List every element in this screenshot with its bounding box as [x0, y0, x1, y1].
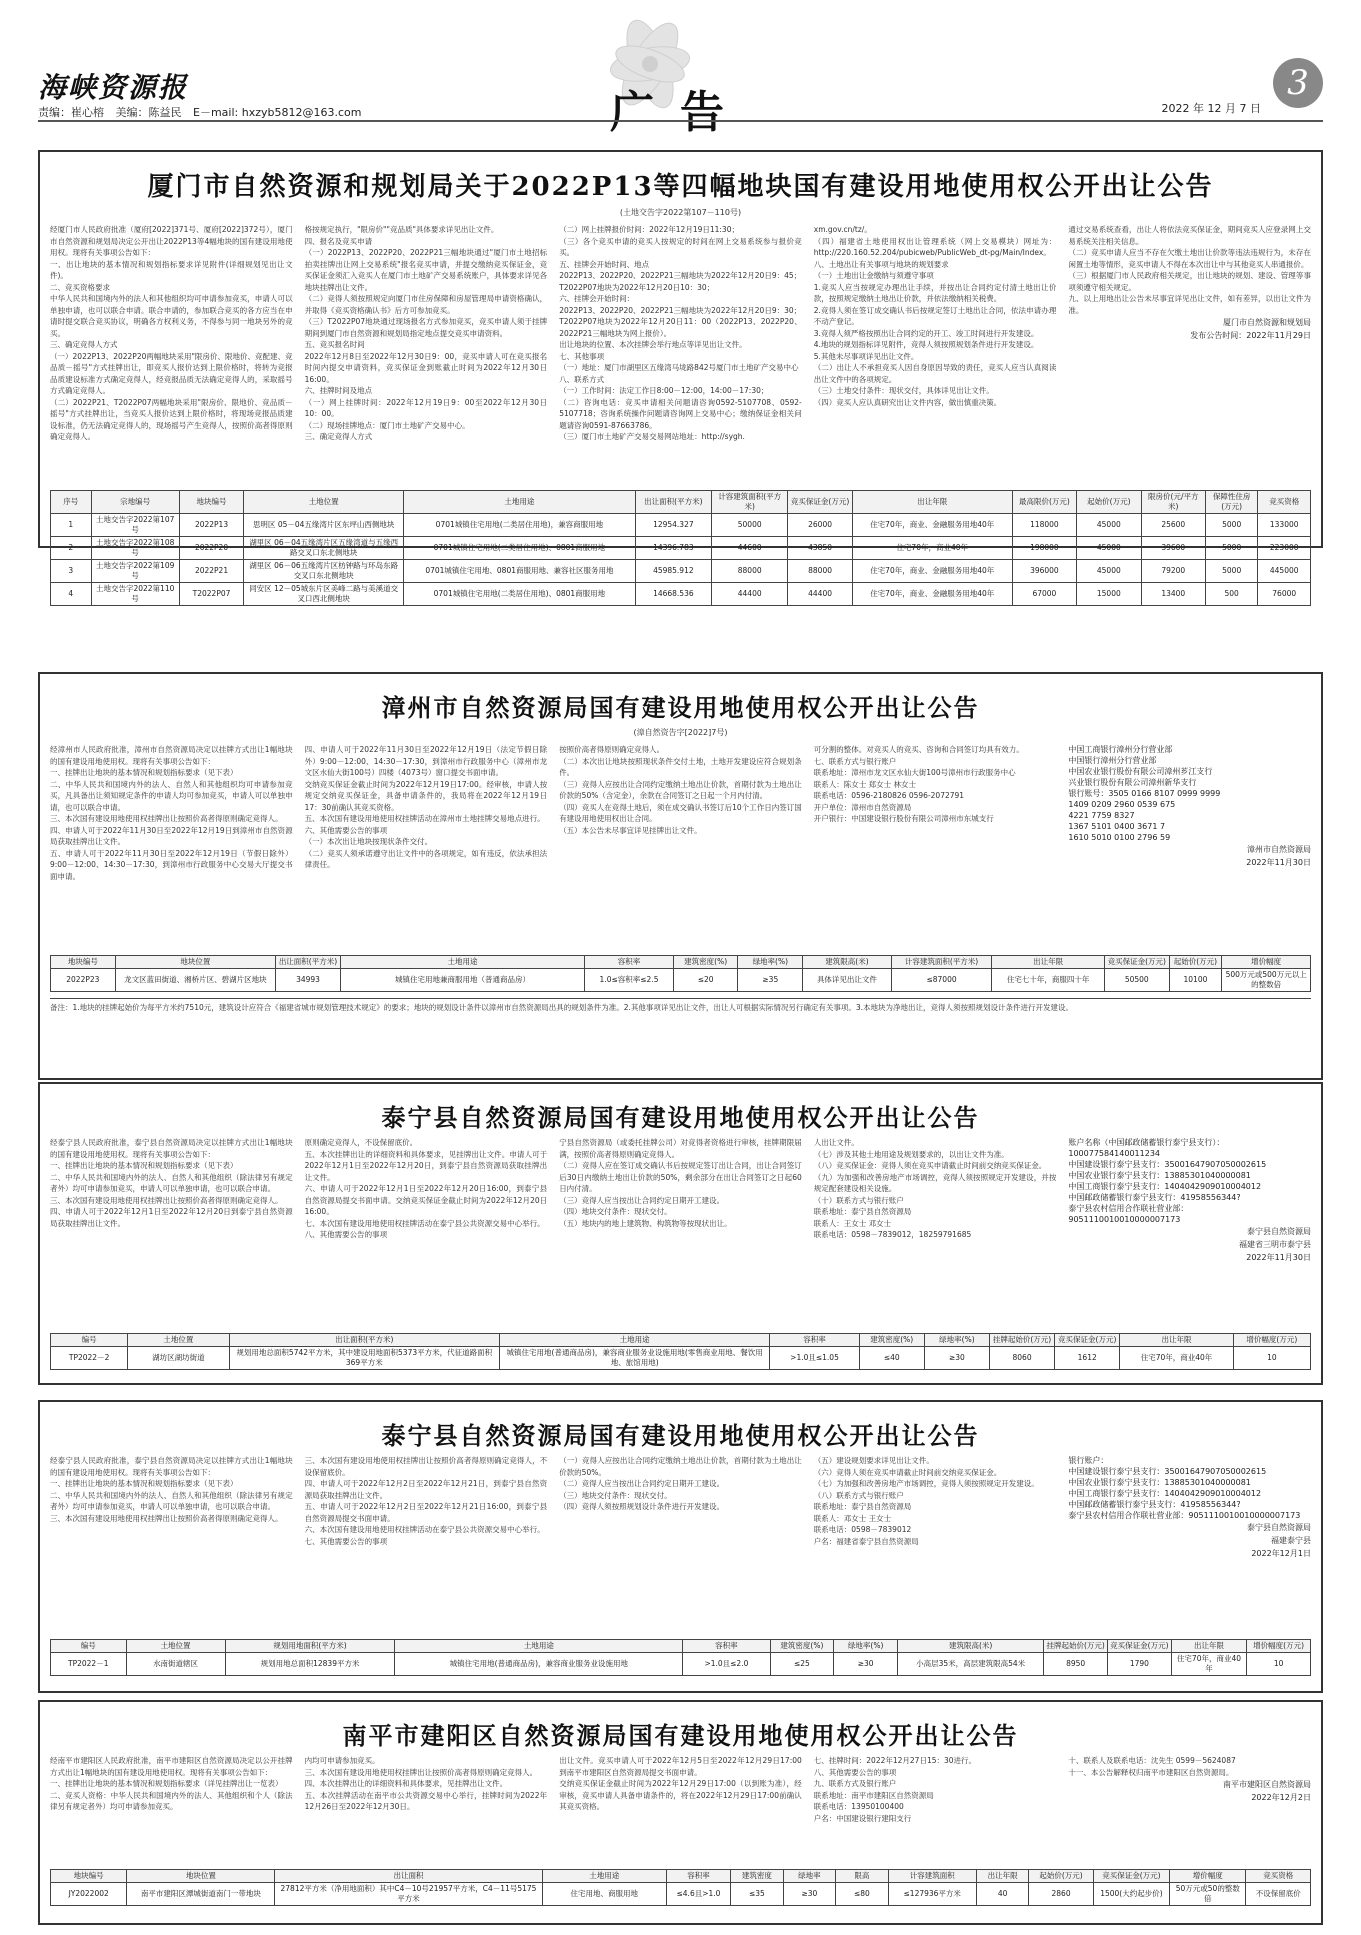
text-column: 经泰宁县人民政府批准，泰宁县自然资源局决定以挂牌方式出让1幅地块的国有建设用地使用权。现将有关事项公告如下： 一、挂牌出让地块的基本情况和规划指标要求（见下表） 二、中华人民共和国境内外的法人、自然人和其他组织（除法律另有规定者外）均可申请参加竞买，申请人可以单独申请，也可以联合申请。 三、本次国有建设用地使用权挂牌出让按照价高者得原则确定竞得人。 四、申请人可于2022年12月1日至2022年12月20日到泰宁县自然资源局获取挂牌出让文件。	[50, 1138, 293, 1228]
table-remarks: 备注：1.地块的挂牌起始价为每平方米约7510元，建筑设计应符合《福建省城市规划管理技术规定》的要求；地块的规划设计条件以漳州市自然资源局出具的规划条件为准。2.其他事项详见出让文件，出让人可根据实际情况另行确定有关事项。3.本地块为净地出让，竞得人须按照规划设计条件进行开发建设。	[50, 998, 1311, 1013]
text-column: 格按规定执行，"限房价""竞品质"具体要求详见出让文件。 四、报名及竞买申请 （一）2022P13、2022P20、2022P21三幅地块通过"厦门市土地招标拍卖挂牌出让网上交易系统"报名竞买申请，并提交缴纳竞买保证金，竞买保证金须汇入竞买人在厦门市土地矿产交易系统账户，具体要求详见各地块挂牌出让文件。 （二）竞得人须按照规定向厦门市住房保障和房屋管理局申请资格确认，并取得《竞买资格确认书》后方可参加竞买。 （三）T2022P07地块通过现场报名方式参加竞买，竞买申请人须于挂牌期间到厦门市自然资源和规划局指定地点提交竞买申请资料。 五、竞买报名时间 2022年12月8日至2022年12月30日9：00，竞买申请人可在竞买报名时间内提交申请资料，竞买保证金到账截止时间为2022年12月30日16:00。 六、挂牌时间及地点 （一）网上挂牌时间：2022年12月19日9：00至2022年12月30日10：00。 （二）现场挂牌地点：厦门市土地矿产交易中心。 三、确定竞得人方式	[304, 225, 548, 441]
notice-title: 南平市建阳区自然资源局国有建设用地使用权公开出让公告	[342, 1721, 1019, 1750]
notice-title: 泰宁县自然资源局国有建设用地使用权公开出让公告	[381, 1421, 980, 1450]
notice-body	[40, 744, 1321, 949]
text-column: 七、挂牌时间：2022年12月27日15：30进行。 八、其他需要公告的事项 九、联系方式及银行账户 联系地址：南平市建阳区自然资源局 联系电话：13950100400 户名：中国建设银行建阳支行	[813, 1756, 977, 1823]
issuer-signature: 泰宁县自然资源局	[1246, 1523, 1311, 1532]
text-column: 十、联系人及联系电话：沈先生 0599－5624087 十一、本公告解释权归南平市建阳区自然资源局。 南平市建阳区自然资源局 2022年12月2日	[1068, 1756, 1311, 1802]
text-column: 经泰宁县人民政府批准，泰宁县自然资源局决定以挂牌方式出让1幅地块的国有建设用地使用权。现将有关事项公告如下： 一、挂牌出让地块的基本情况和规划指标要求（见下表） 二、中华人民共和国境内外的法人、自然人和其他组织（除法律另有规定者外）均可申请参加竞买，申请人可以单独申请，也可以联合申请。 三、本次国有建设用地使用权挂牌出让按照价高者得原则确定竞得人。	[50, 1456, 293, 1523]
issue-date: 2022 年 12 月 7 日	[1161, 102, 1261, 115]
text-column: 可分割的整体。对竞买人的竞买、咨询和合同签订均具有效力。 七、联系方式与银行账户 联系地址：漳州市龙文区水仙大街100号漳州市行政服务中心 联系人：陈女士 郑女士 林女士 联系电话：0596-2180826 0596-2072791 开户单位：漳州市自然资源局 开户银行：中国建设银行股份有限公司漳州市东城支行	[813, 745, 1024, 823]
text-column: 经漳州市人民政府批准，漳州市自然资源局决定以挂牌方式出让1幅地块的国有建设用地使用权。现将有关事项公告如下： 一、挂牌出让地块的基本情况和规划指标要求（见下表） 二、中华人民共和国境内外的法人、自然人和其他组织均可申请参加竞买，凡具备出让须知规定条件的申请人均可参加竞买，申请人可以单独申请，也可以联合申请。 三、本次国有建设用地使用权挂牌出让按照价高者得原则确定竞得人。 四、申请人可于2022年11月30日至2022年12月19日到漳州市自然资源局获取挂牌出让文件。 五、申请人可于2022年11月30日至2022年12月19日（节假日除外）9:00－12:00、14:30－17:30，到漳州市行政服务中心交易大厅提交书面申请。	[50, 745, 293, 881]
masthead	[0, 0, 1361, 138]
text-column: 出让文件。竞买申请人可于2022年12月5日至2022年12月29日17:00到南平市建阳区自然资源局提交书面申请。 交纳竞买保证金截止时间为2022年12月29日17:00（以到账为准），经审核，竞买申请人具备申请条件的，将在2022年12月29日17:00前确认其竞买资格。	[559, 1756, 802, 1811]
text-column: 宁县自然资源局（或委托挂牌公司）对竞得者资格进行审核，挂牌期限届满，按照价高者得原则确定竞得人。 （二）竞得人应在签订成交确认书后按规定签订出让合同，出让合同签订后30日内缴纳土地出让价款的50%，剩余部分在出让合同签订之日起60日内付清。 （三）竞得人应当按出让合同约定日期开工建设。 （四）地块交付条件：现状交付。 （五）地块内的地上建筑物、构筑物等按现状出让。	[559, 1138, 802, 1228]
text-column: （五）建设规划要求详见出让文件。 （六）竞得人须在竞买申请截止时间前交纳竞买保证金。 （七）为加强和改善房地产市场调控，竞得人须按照规定开发建设。 （八）联系方式与银行账户 联系地址：泰宁县自然资源局 联系人：邓女士 王女士 联系电话：0598－7839012 户名：福建省泰宁县自然资源局	[813, 1456, 1039, 1546]
notice-taining-1	[38, 1082, 1323, 1385]
issue-date: 发布公告时间：2022年11月29日	[1190, 331, 1311, 340]
notice-jianyang	[38, 1700, 1323, 1925]
parcel-table	[50, 955, 1311, 992]
parcel-table	[50, 1333, 1311, 1370]
bank-accounts: 银行账户： 中国建设银行泰宁县支行：35001647907050002615 中国农业银行泰宁县支行：13885301040000081 中国工商银行泰宁县支行：1404042909010004012 中国邮政储蓄银行泰宁县支行：41958556344? 泰宁县农村信用合作联社营业部：9051110010010000007173 泰宁县自然资源局 福建泰宁县 2022年12月1日	[1068, 1456, 1311, 1558]
text-column: （二）网上挂牌报价时间：2022年12月19日11:30； （三）各个竞买申请的竞买人按规定的时间在网上交易系统参与报价竞买。 五、挂牌会开始时间、地点 2022P13、2022P20、2022P21三幅地块为2022年12月20日9：45； T2022P07地块为2022年12月20日10：30； 六、挂牌会开始时间： 2022P13、2022P20、2022P21三幅地块为2022年12月20日9：30； T2022P07地块为2022年12月20日11：00（2022P13、2022P20、2022P21三幅地块为网上报价）。 出让地块的位置、本次挂牌会举行地点等详见出让文件。 七、其他事项 （一）地址：厦门市湖里区五缘湾马垅路842号厦门市土地矿产交易中心 八、联系方式 （一）工作时间：法定工作日8:00－12:00，14:00－17:30； （二）咨询电话：竞买申请相关问题请咨询0592-5107708、0592-5107718；咨询系统操作问题请咨询网上交易中心；缴纳保证金相关问题请咨询0591-87663786。 （三）厦门市土地矿产交易交易网站地址：http://sygh.	[559, 225, 802, 441]
table-row: TP2022－2 湖坊区湖坊街道 规划用地总面积5742平方米，其中建设用地面积5373平方米，代征道路面积369平方米 城镇住宅用地(普通商品房)，兼容商业服务业设施用地(零售商业用地、餐饮用地、旅馆用地) >1.0且≤1.05 ≤40 ≥30 8060 1612 住宅70年，商业40年 10	[51, 1347, 1311, 1370]
issuer-location: 福建泰宁县	[1270, 1536, 1311, 1545]
notice-title: 漳州市自然资源局国有建设用地使用权公开出让公告	[381, 693, 980, 722]
text-column: 人出让文件。 （七）涉及其他土地用途及规划要求的，以出让文件为准。 （八）竞买保证金：竞得人须在竞买申请截止时间前交纳竞买保证金。 （九）为加强和改善房地产市场调控，竞得人须按照规定开发建设，并按规定配套建设相关设施。 （十）联系方式与银行账户 联系地址：泰宁县自然资源局 联系人：王女士 邓女士 联系电话：0598－7839012，18259791685	[813, 1138, 1057, 1239]
text-column: 经南平市建阳区人民政府批准，南平市建阳区自然资源局决定以公开挂牌方式出让1幅地块的国有建设用地使用权。现将有关事项公告如下： 一、挂牌出让地块的基本情况和规划指标要求（详见挂牌出让一览表） 二、竞买人资格：中华人民共和国境内外的法人、其他组织和个人（除法律另有规定者外）均可申请参加竞买。	[50, 1756, 293, 1811]
table-row: 2 土地交告字2022第108号 2022P20 湖里区 06－04五缘湾片区五缘湾道与五缘西路交叉口东北侧地块 0701城镇住宅用地(二类居住用地)、0801商服用地 14396.783 44600 43850 住宅70年，商业40年 198000 45000 39600 5000 223000	[51, 537, 1311, 560]
issue-date: 2022年12月1日	[1251, 1549, 1311, 1558]
text-column: （一）竞得人应按出让合同约定缴纳土地出让价款，首期付款为土地出让价款的50%。 （二）竞得人应当按出让合同约定日期开工建设。 （三）地块交付条件：现状交付。 （四）竞得人须按照规划设计条件进行开发建设。	[559, 1456, 802, 1511]
table-row: 3 土地交告字2022第109号 2022P21 湖里区 06－06五缘湾片区枋钟路与环岛东路交叉口东北侧地块 0701城镇住宅用地、0801商服用地、兼容社区服务用地 45985.912 88000 88000 住宅70年，商业、金融服务用地40年 396000 45000 79200 5000 445000	[51, 560, 1311, 583]
notice-body	[40, 1455, 1321, 1633]
text-column: 三、本次国有建设用地使用权挂牌出让按照价高者得原则确定竞得人，不设保留底价。 四、申请人可于2022年12月2日至2022年12月21日，到泰宁县自然资源局获取挂牌出让文件。 五、申请人可于2022年12月2日至2022年12月21日16:00，到泰宁县自然资源局提交书面申请。 六、本次国有建设用地使用权挂牌活动在泰宁县公共资源交易中心举行。 七、其他需要公告的事项	[304, 1456, 548, 1546]
notice-xiamen	[38, 150, 1323, 603]
parcel-table	[50, 1639, 1311, 1676]
table-row: 1 土地交告字2022第107号 2022P13 思明区 05－04五缘湾片区东坪山西侧地块 0701城镇住宅用地(二类居住用地)，兼容商服用地 12954.327 50000 26000 住宅70年，商业、金融服务用地40年 118000 45000 25600 5000 133000	[51, 514, 1311, 537]
text-column: 四、申请人可于2022年11月30日至2022年12月19日（法定节假日除外）9:00－12:00、14:30－17:30，到漳州市行政服务中心（漳州市龙文区水仙大街100号）四楼（4073号）窗口提交书面申请。 交纳竞买保证金截止时间为2022年12月19日17:00。经审核，申请人按规定交纳竞买保证金，具备申请条件的，我局将在2022年12月19日17：30前确认其竞买资格。 五、本次国有建设用地使用权挂牌活动在漳州市土地挂牌交易地点进行。 六、其他需要公告的事项 （一）本次出让地块按现状条件交付。 （二）竞买人须承诺遵守出让文件中的各项规定，如有违反，依法承担法律责任。	[304, 745, 548, 869]
notice-subtitle: (漳自然资告字[2022]7号)	[633, 728, 728, 737]
issuer-signature: 漳州市自然资源局	[1246, 845, 1311, 854]
table-header-row: 序号 宗地编号 地块编号 土地位置 土地用途 出让面积(平方米) 计容建筑面积(平方米) 竞买保证金(万元) 出让年限 最高限价(万元) 起始价(万元) 限房价(元/平方米) 保障性住房(万元) 竞买资格	[51, 491, 1311, 514]
parcel-table	[50, 490, 1311, 606]
issue-date: 2022年11月30日	[1246, 858, 1311, 867]
designer-credit: 美编：陈益民	[115, 106, 182, 119]
text-column: 按照价高者得原则确定竞得人。 （二）本次出让地块按照现状条件交付土地，土地开发建设应符合规划条件。 （三）竞得人应按出让合同约定缴纳土地出让价款，首期付款为土地出让价款的50%（含定金），余款在合同签订之日起一个月内付清。 （四）竞买人在竞得土地后，须在成交确认书签订后10个工作日内签订国有建设用地使用权出让合同。 （五）本公告未尽事宜详见挂牌出让文件。	[559, 745, 802, 835]
table-header-row: 地块编号 地块位置 出让面积 土地用途 容积率 建筑密度 绿地率 限高 计容建筑面积 出让年限 起始价(万元) 竞买保证金(万元) 增价幅度 竞买资格	[51, 1870, 1311, 1883]
text-column: 原则确定竞得人，不设保留底价。 五、本次挂牌出让的详细资料和具体要求，见挂牌出让文件。申请人可于2022年12月1日至2022年12月20日，到泰宁县自然资源局获取挂牌出让文件。 六、申请人可于2022年12月1日至2022年12月20日16:00，到泰宁县自然资源局提交书面申请。交纳竞买保证金截止时间为2022年12月20日16:00。 七、本次国有建设用地使用权挂牌活动在泰宁县公共资源交易中心举行。 八、其他需要公告的事项	[304, 1138, 548, 1239]
notice-title: 泰宁县自然资源局国有建设用地使用权公开出让公告	[381, 1103, 980, 1132]
notice-body	[40, 224, 1321, 484]
table-header-row: 地块编号 地块位置 出让面积(平方米) 土地用途 容积率 建筑密度(%) 绿地率(%) 建筑限高(米) 计容建筑面积(平方米) 出让年限 竞买保证金(万元) 起始价(万元) 增价幅度	[51, 956, 1311, 969]
table-row: 2022P23 龙文区蓝田街道、湘桥片区、碧湖片区地块 34993 城镇住宅用地兼商服用地（普通商品房） 1.0≤容积率≤2.5 ≤20 ≥35 具体详见出让文件 ≤87000 住宅七十年，商服四十年 50500 10100 500万元或500万元以上的整数倍	[51, 969, 1311, 992]
notice-taining-2	[38, 1400, 1323, 1693]
notice-body	[40, 1755, 1321, 1863]
bank-accounts: 中国工商银行漳州分行营业部 中国银行漳州分行营业部 中国农业银行股份有限公司漳州芗江支行 兴业银行股份有限公司漳州新华支行 银行账号：3505 0166 8107 0999 9999 1409 0209 2960 0539 675 4221 7759 8327 1367 5101 0400 3671 7 1610 5010 0100 2796 59 漳州市自然资源局 2022年11月30日	[1068, 745, 1311, 867]
text-column: 内均可申请参加竞买。 三、本次国有建设用地使用权挂牌出让按照价高者得原则确定竞得人。 四、本次挂牌出让的详细资料和具体要求，见挂牌出让文件。 五、本次挂牌活动在南平市公共资源交易中心举行，挂牌时间为2022年12月26日至2022年12月30日。	[304, 1756, 548, 1811]
table-row: 4 土地交告字2022第110号 T2022P07 同安区 12－05城东片区美峰二路与美溪道交叉口西北侧地块 0701城镇住宅用地(二类居住用地)、0801商服用地 14668.536 44400 44400 住宅70年，商业、金融服务用地40年 67000 15000 13400 500 76000	[51, 583, 1311, 606]
section-title: 广告	[610, 87, 750, 138]
table-header-row: 编号 土地位置 规划用地面积(平方米) 土地用途 容积率 建筑密度(%) 绿地率(%) 建筑限高(米) 挂牌起始价(万元) 竞买保证金(万元) 出让年限 增价幅度(万元)	[51, 1640, 1311, 1653]
text-column: 经厦门市人民政府批准（厦府[2022]371号、厦府[2022]372号），厦门市自然资源和规划局决定公开出让2022P13等4幅地块的国有建设用地使用权。现将有关事项公告如下： 一、出让地块的基本情况和规划指标要求详见附件(详细规划见出让文件)。 二、竞买资格要求 中华人民共和国境内外的法人和其他组织均可申请参加竞买，申请人可以单独申请，也可以联合申请。联合申请的，参加联合竞买的各方应当在申请时提交联合竞买协议，明确各方权利义务，不得参与同一地块另外的竞买。 三、确定竞得人方式 （一）2022P13、2022P20两幅地块采用"限房价、限地价、竞配建、竞品质－摇号"方式挂牌出让，即竞买人报价达到上限价格时，将转为竞报品质建设标准方式确定竞得人，经竞报品质无法确定竞得人的，采取摇号方式确定竞得人。 （二）2022P21、T2022P07两幅地块采用"限房价、限地价、竞品质－摇号"方式挂牌出让，当竞买人报价达到上限价格时，将现场竞报品质建设标准，仍无法确定竞得人的，现场摇号产生竞得人，按照价高者得原则确定竞得人。	[50, 225, 293, 441]
issuer-location: 福建省三明市泰宁县	[1238, 1240, 1311, 1249]
issuer-signature: 南平市建阳区自然资源局	[1222, 1780, 1311, 1789]
notice-body	[40, 1137, 1321, 1327]
masthead-info	[38, 104, 369, 120]
table-row: TP2022－1 水南街道辖区 规划用地总面积12839平方米 城镇住宅用地(普通商品房)，兼容商业服务业设施用地 >1.0且≤2.0 ≤25 ≥30 小高层35米，高层建筑限高54米 8950 1790 住宅70年，商业40年 10	[51, 1653, 1311, 1676]
notice-subtitle: (土地交告字2022第107－110号)	[619, 208, 742, 217]
table-row: JY2022002 南平市建阳区潭城街道南门一带地块 27812平方米（净用地面积）其中C4－10号21957平方米，C4－11号5175平方米 住宅用地、商服用地 ≤4.6且>1.0 ≤35 ≥30 ≤80 ≤127936平方米 40 2860 1500(大约起步价) 50万元或50的整数倍 不设保留底价	[51, 1883, 1311, 1906]
issue-date: 2022年11月30日	[1246, 1253, 1311, 1262]
bank-accounts: 账户名称（中国邮政储蓄银行泰宁县支行）： 100077584140011234 中国建设银行泰宁县支行：35001647907050002615 中国农业银行泰宁县支行：13885301040000081 中国工商银行泰宁县支行：1404042909010004012 中国邮政储蓄银行泰宁县支行：41958556344? 泰宁县农村信用合作联社营业部： 9051110010010000007173 泰宁县自然资源局 福建省三明市泰宁县 2022年11月30日	[1068, 1138, 1311, 1262]
page-number: 3	[1273, 58, 1323, 108]
issuer-signature: 泰宁县自然资源局	[1246, 1227, 1311, 1236]
contact-email: E－mail: hxzyb5812@163.com	[193, 106, 362, 119]
table-header-row: 编号 土地位置 出让面积(平方米) 土地用途 容积率 建筑密度(%) 绿地率(%) 挂牌起始价(万元) 竞买保证金(万元) 出让年限 增价幅度(万元)	[51, 1334, 1311, 1347]
issuer-signature: 厦门市自然资源和规划局	[1222, 318, 1311, 327]
text-column: xm.gov.cn/tz/。 （四）福建省土地使用权出让管理系统（网上交易模块）网址为：http://220.160.52.204/pubicweb/PublicWeb_dt-pg/Main/Index。 八、土地出让有关事项与地块的规划要求 （一）土地出让金缴纳与须遵守事项 1.竞买人应当按规定办理出让手续，并按出让合同约定付清土地出让价款，按照规定缴纳土地出让价款，并依法缴纳相关税费。 2.竞得人须在签订成交确认书后按规定签订土地出让合同，依法申请办理不动产登记。 3.竞得人须严格按照出让合同约定的开工、竣工时间进行开发建设。 4.地块的规划指标详见附件，竞得人须按照规划条件进行开发建设。 5.其他未尽事项详见出让文件。 （二）出让人不承担竞买人因自身原因导致的责任，竞买人应当认真阅读出让文件中的各项规定。 （三）土地交付条件：现状交付，具体详见出让文件。 （四）竞买人应认真研究出让文件内容，做出慎重决策。	[813, 225, 1057, 407]
notice-title: 厦门市自然资源和规划局关于2022P13等四幅地块国有建设用地使用权公开出让公告	[147, 172, 1214, 202]
parcel-table	[50, 1869, 1311, 1906]
newspaper-logo: 海峡资源报	[38, 71, 189, 104]
editor-credit: 责编：崔心榕	[38, 106, 104, 119]
text-column: 通过交易系统查看，出让人将依法竞买保证金，期间竞买人应登录网上交易系统关注相关信息。 （二）竞买申请人应当不存在欠缴土地出让价款等违法违规行为，未存在闲置土地等情形，竞买申请人不得在本次出让中与其他竞买人串通报价。 （三）根据厦门市人民政府相关规定，出让地块的规划、建设、管理等事项须遵守相关规定。 九、以上用地出让公告未尽事宜详见出让文件，如有差异，以出让文件为准。 厦门市自然资源和规划局 发布公告时间：2022年11月29日	[1068, 225, 1311, 340]
notice-zhangzhou	[38, 672, 1323, 1080]
issue-date: 2022年12月2日	[1251, 1793, 1311, 1802]
masthead-divider	[38, 120, 1323, 122]
